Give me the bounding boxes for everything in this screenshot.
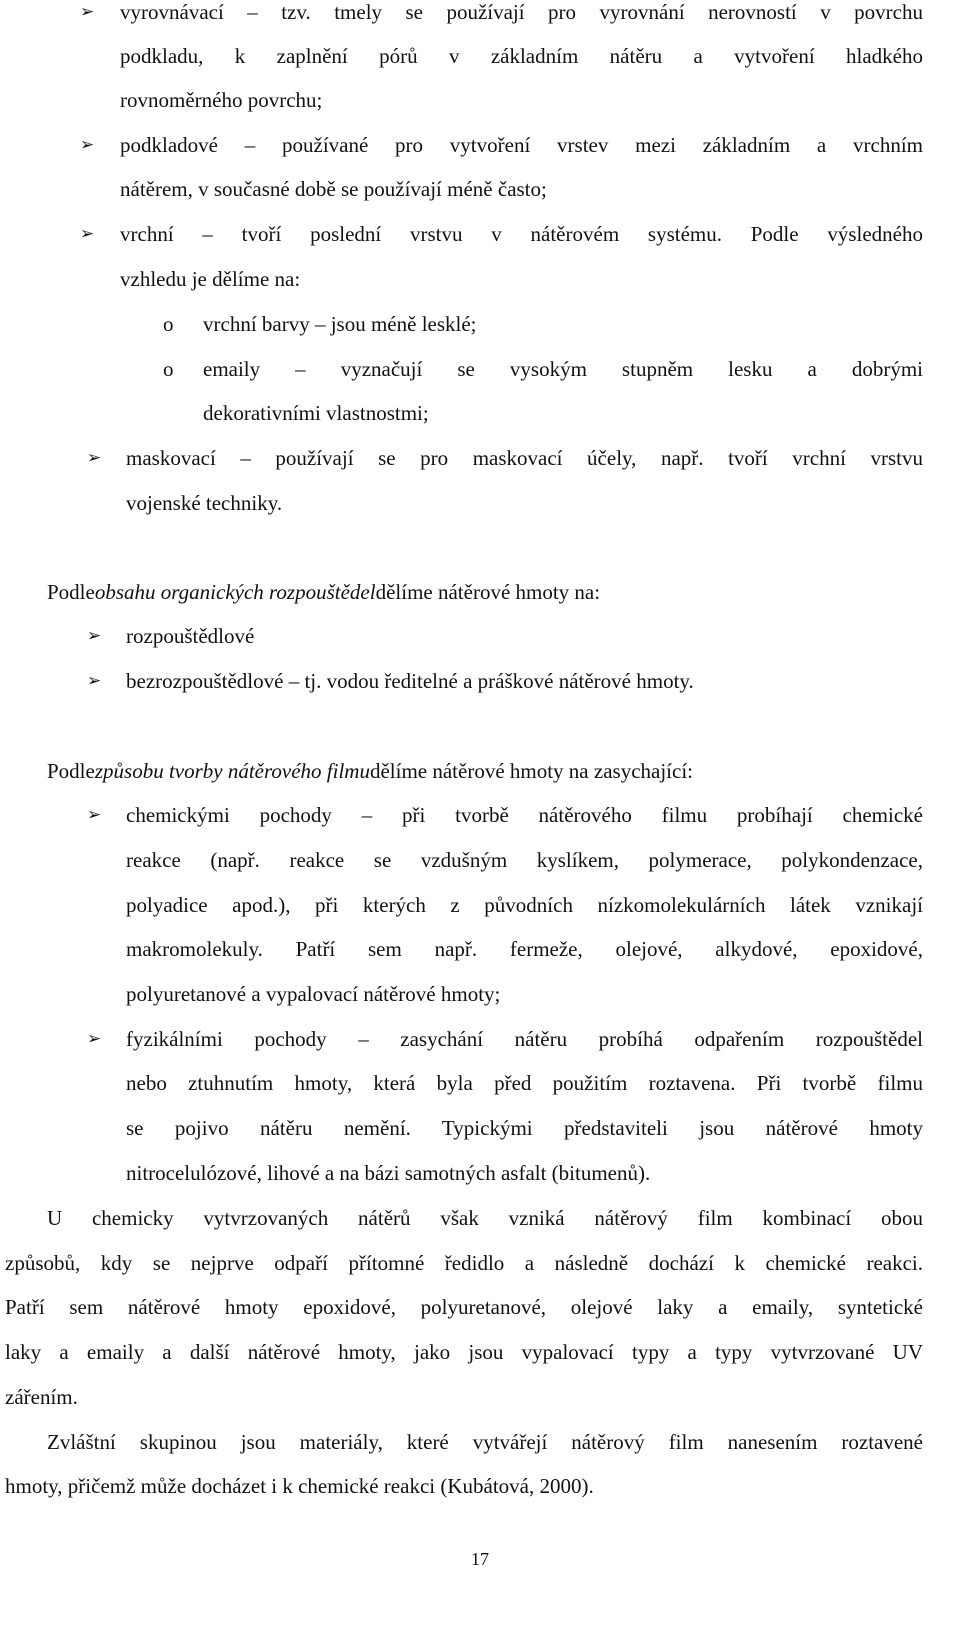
page-number: 17 — [471, 1549, 489, 1569]
list-item-text: vzhledu je dělíme na: — [120, 267, 301, 291]
list-item-text: makromolekuly. Patří sem např. fermeže, olejové, alkydové, epoxidové, — [126, 937, 923, 961]
list-item-text: vyrovnávací – tzv. tmely se používají pro vyrovnání nerovností v povrchu — [120, 0, 923, 24]
text-line — [0, 1248, 960, 1278]
text-line — [0, 41, 960, 71]
arrow-bullet-icon: ➢ — [87, 626, 102, 646]
text-line — [0, 621, 960, 651]
list-item-text: fyzikálními pochody – zasychání nátěru probíhá odpařením rozpouštědel — [126, 1027, 923, 1051]
paragraph-text: zářením. — [5, 1385, 78, 1409]
text-line — [0, 666, 960, 696]
circle-bullet-icon: o — [163, 357, 174, 381]
arrow-bullet-icon: ➢ — [87, 448, 102, 468]
text-line — [0, 309, 960, 339]
text-line — [0, 1068, 960, 1098]
text-line — [0, 398, 960, 428]
text-line — [0, 890, 960, 920]
text-line — [0, 756, 960, 786]
circle-bullet-icon: o — [163, 312, 174, 336]
arrow-bullet-icon: ➢ — [80, 224, 95, 244]
paragraph-text: Podleobsahu organických rozpouštědeldělíme nátěrové hmoty na: — [47, 580, 601, 604]
list-item-text: polyuretanové a vypalovací nátěrové hmoty; — [126, 982, 501, 1006]
text-line — [0, 1113, 960, 1143]
text-line — [0, 1427, 960, 1457]
arrow-bullet-icon: ➢ — [80, 135, 95, 155]
list-item-text: rovnoměrného povrchu; — [120, 88, 323, 112]
text-line — [0, 1024, 960, 1054]
list-item-text: reakce (např. reakce se vzdušným kyslíkem, polymerace, polykondenzace, — [126, 848, 923, 872]
list-item-text: podkladu, k zaplnění pórů v základním nátěru a vytvoření hladkého — [120, 44, 923, 68]
list-item-text: vojenské techniky. — [126, 491, 283, 515]
list-item-text: bezrozpouštědlové – tj. vodou ředitelné a práškové nátěrové hmoty. — [126, 669, 694, 693]
text-line — [0, 219, 960, 249]
text-line — [0, 845, 960, 875]
list-item-text: rozpouštědlové — [126, 624, 255, 648]
arrow-bullet-icon: ➢ — [80, 2, 95, 22]
paragraph-text: U chemicky vytvrzovaných nátěrů však vzniká nátěrový film kombinací obou — [47, 1206, 923, 1230]
arrow-bullet-icon: ➢ — [87, 1029, 102, 1049]
list-item-text: vrchní – tvoří poslední vrstvu v nátěrovém systému. Podle výsledného — [120, 222, 923, 246]
list-item-text: se pojivo nátěru nemění. Typickými představiteli jsou nátěrové hmoty — [126, 1116, 923, 1140]
text-line — [0, 85, 960, 115]
paragraph-text: Patří sem nátěrové hmoty epoxidové, polyuretanové, olejové laky a emaily, syntetické — [5, 1295, 923, 1319]
text-line — [0, 577, 960, 607]
text-line — [0, 1292, 960, 1322]
text-line — [0, 0, 960, 27]
text-line — [0, 979, 960, 1009]
arrow-bullet-icon: ➢ — [87, 805, 102, 825]
list-item-text: chemickými pochody – při tvorbě nátěrového filmu probíhají chemické — [126, 803, 923, 827]
text-line — [0, 1158, 960, 1188]
text-line — [0, 174, 960, 204]
text-line — [0, 130, 960, 160]
paragraph-text: hmoty, přičemž může docházet i k chemické reakci (Kubátová, 2000). — [5, 1474, 594, 1498]
text-line — [0, 1203, 960, 1233]
text-line — [0, 443, 960, 473]
list-item-text: nitrocelulózové, lihové a na bázi samotných asfalt (bitumenů). — [126, 1161, 651, 1185]
list-item-text: nátěrem, v současné době se používají méně často; — [120, 177, 547, 201]
text-line — [0, 354, 960, 384]
text-line — [0, 1382, 960, 1412]
text-line — [0, 1471, 960, 1501]
sub-list-item-text: vrchní barvy – jsou méně lesklé; — [203, 312, 477, 336]
text-line — [0, 264, 960, 294]
list-item-text: nebo ztuhnutím hmoty, která byla před použitím roztavena. Při tvorbě filmu — [126, 1071, 923, 1095]
paragraph-text: Podlezpůsobu tvorby nátěrového filmudělíme nátěrové hmoty na zasychající: — [47, 759, 693, 783]
list-item-text: polyadice apod.), při kterých z původních nízkomolekulárních látek vznikají — [126, 893, 923, 917]
text-line — [0, 800, 960, 830]
list-item-text: maskovací – používají se pro maskovací účely, např. tvoří vrchní vrstvu — [126, 446, 923, 470]
text-line — [0, 934, 960, 964]
list-item-text: podkladové – používané pro vytvoření vrstev mezi základním a vrchním — [120, 133, 923, 157]
paragraph-text: laky a emaily a další nátěrové hmoty, jako jsou vypalovací typy a typy vytvrzované UV — [5, 1340, 923, 1364]
text-line — [0, 488, 960, 518]
paragraph-text: způsobů, kdy se nejprve odpaří přítomné ředidlo a následně dochází k chemické reakci. — [5, 1251, 923, 1275]
arrow-bullet-icon: ➢ — [87, 671, 102, 691]
paragraph-text: Zvláštní skupinou jsou materiály, které vytvářejí nátěrový film nanesením roztavené — [47, 1430, 923, 1454]
text-line — [0, 1337, 960, 1367]
sub-list-item-text: dekorativními vlastnostmi; — [203, 401, 429, 425]
sub-list-item-text: emaily – vyznačují se vysokým stupněm lesku a dobrými — [203, 357, 923, 381]
